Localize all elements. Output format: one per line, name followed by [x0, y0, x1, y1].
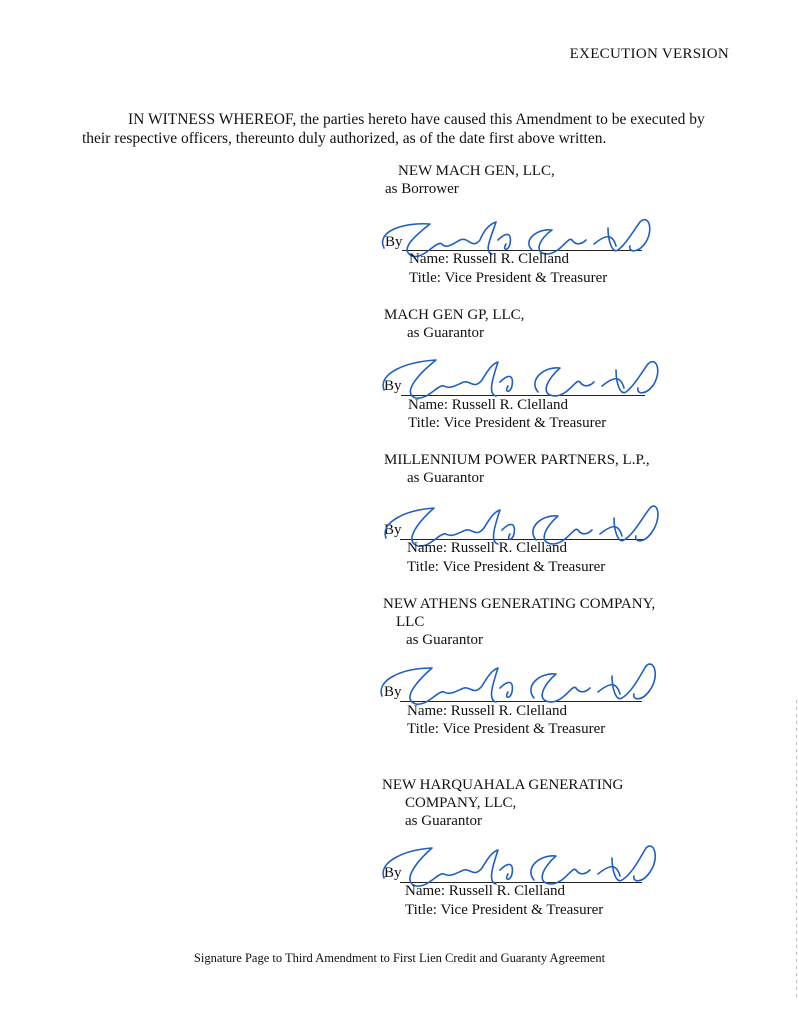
- entity-role: as Borrower: [385, 181, 459, 197]
- signer-title: Title: Vice President & Treasurer: [409, 270, 608, 286]
- signer-name: Name: Russell R. Clelland: [407, 540, 567, 556]
- by-label: By: [384, 684, 402, 700]
- witness-text: IN WITNESS WHEREOF, the parties hereto have caused this Amendment to be executed by their respective officers, thereunto duly authorized, as of the date first above written.: [82, 111, 705, 147]
- page-footer: Signature Page to Third Amendment to First Lien Credit and Guaranty Agreement: [193, 951, 606, 965]
- signature-block-guarantor-1: [384, 306, 524, 342]
- entity-name: MACH GEN GP, LLC,: [384, 307, 525, 323]
- scan-edge-mark: [796, 700, 797, 1000]
- by-label: By: [385, 234, 403, 250]
- entity-name: NEW ATHENS GENERATING COMPANY,: [383, 596, 656, 612]
- signer-name: Name: Russell R. Clelland: [409, 251, 569, 267]
- signature-block-guarantor-4: [382, 776, 623, 830]
- entity-role: as Guarantor: [405, 813, 483, 829]
- entity-name: NEW MACH GEN, LLC,: [398, 163, 555, 179]
- witness-paragraph: [82, 110, 722, 148]
- entity-role: as Guarantor: [407, 470, 485, 486]
- entity-name-continued: LLC: [396, 614, 425, 630]
- entity-name: MILLENNIUM POWER PARTNERS, L.P.,: [384, 452, 650, 468]
- signer-title: Title: Vice President & Treasurer: [405, 902, 604, 918]
- by-label: By: [384, 522, 402, 538]
- entity-name: NEW HARQUAHALA GENERATING: [382, 777, 624, 793]
- entity-name-continued: COMPANY, LLC,: [405, 795, 517, 811]
- signer-title: Title: Vice President & Treasurer: [408, 415, 607, 431]
- entity-role: as Guarantor: [406, 632, 484, 648]
- entity-role: as Guarantor: [407, 325, 485, 341]
- execution-version-label: EXECUTION VERSION: [569, 46, 729, 62]
- signer-name: Name: Russell R. Clelland: [407, 703, 567, 719]
- signature-block-guarantor-2: [384, 451, 650, 487]
- signature-block-guarantor-3: [383, 595, 655, 649]
- signature-block-borrower: [385, 162, 555, 198]
- signer-name: Name: Russell R. Clelland: [408, 397, 568, 413]
- signer-title: Title: Vice President & Treasurer: [407, 559, 606, 575]
- signer-title: Title: Vice President & Treasurer: [407, 721, 606, 737]
- signer-name: Name: Russell R. Clelland: [405, 883, 565, 899]
- by-label: By: [384, 378, 402, 394]
- by-label: By: [384, 865, 402, 881]
